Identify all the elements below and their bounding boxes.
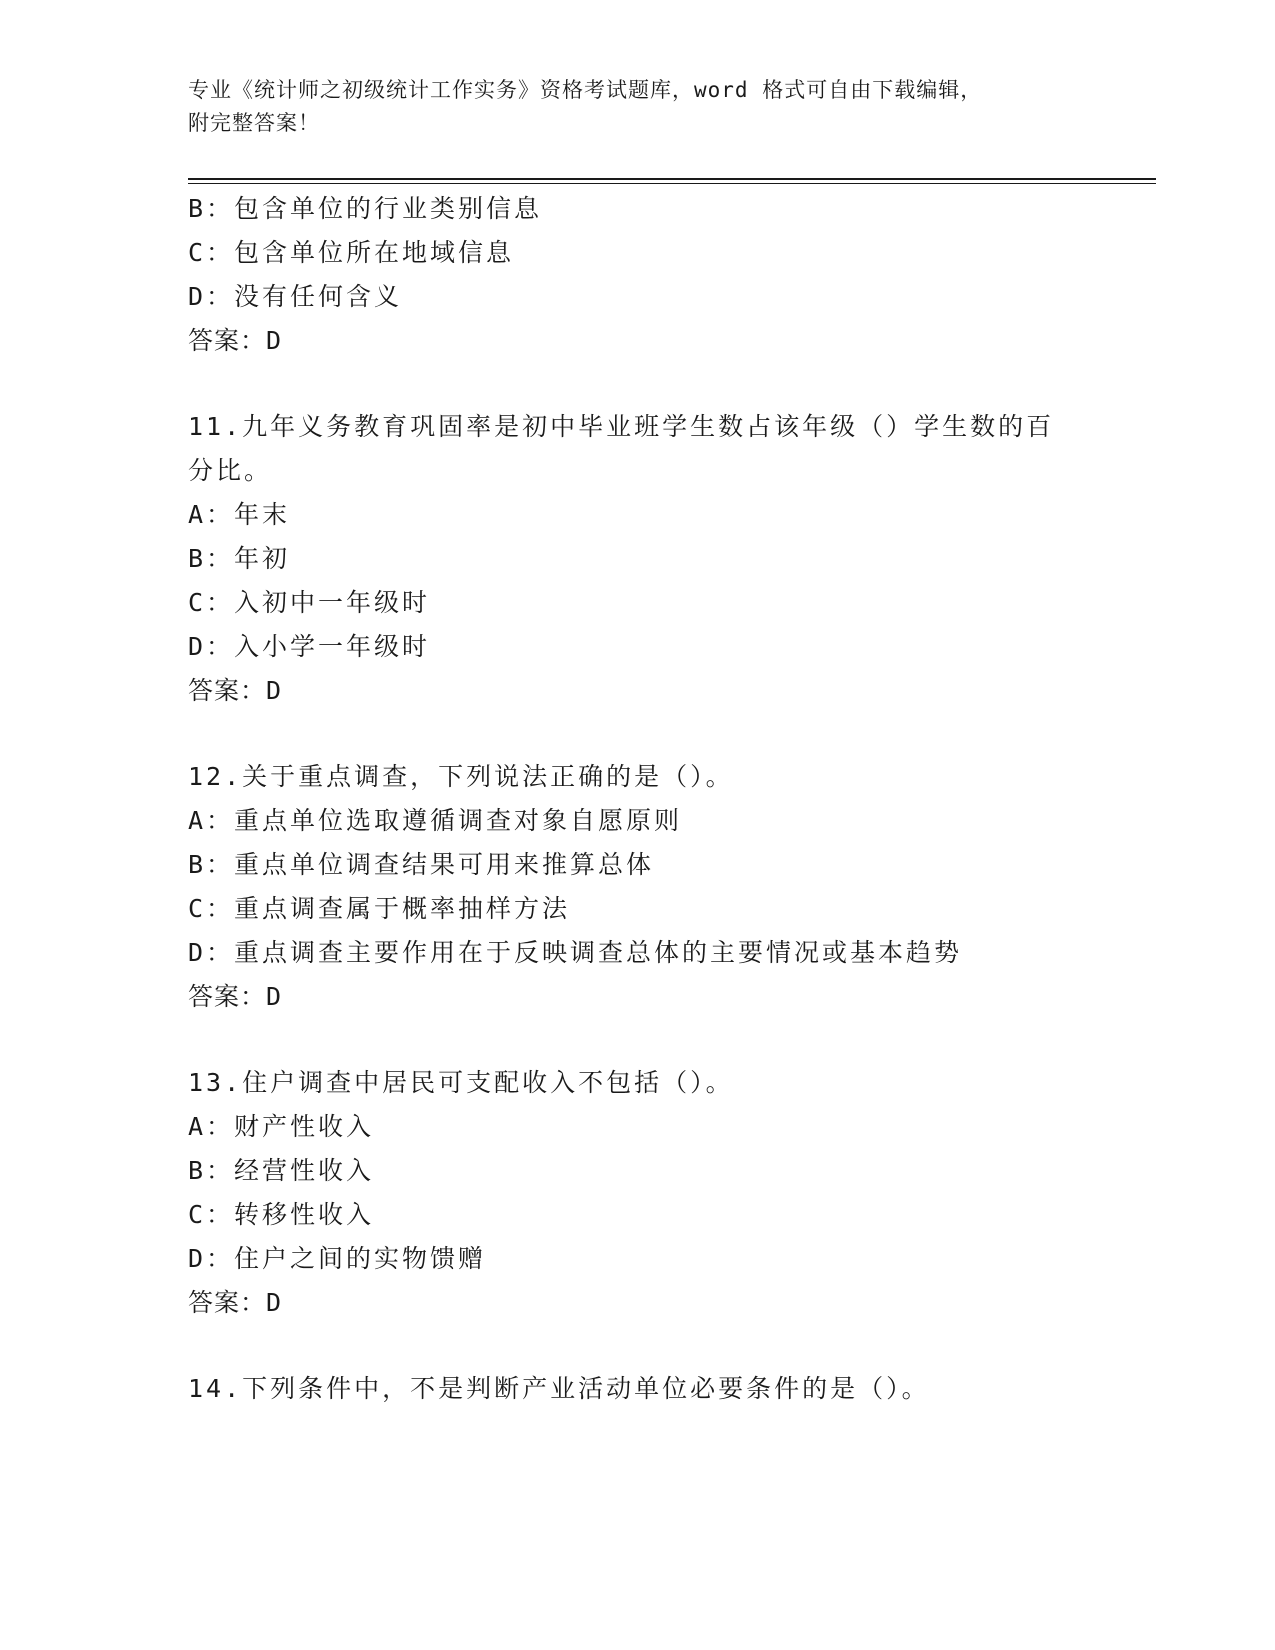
q13-option-d: D：住户之间的实物馈赠 [188,1244,487,1273]
q13-option-a: A：财产性收入 [188,1112,375,1141]
header-divider-thick [188,178,1156,180]
header-line-1: 专业《统计师之初级统计工作实务》资格考试题库，word 格式可自由下载编辑， [188,78,983,102]
q11-option-d: D：入小学一年级时 [188,632,431,661]
q14-stem: 14.下列条件中，不是判断产业活动单位必要条件的是（）。 [188,1374,930,1403]
q10-option-c: C：包含单位所在地域信息 [188,238,515,267]
q12-option-b: B：重点单位调查结果可用来推算总体 [188,850,655,879]
q11-option-a: A：年末 [188,500,291,529]
header-line-2: 附完整答案！ [188,111,320,135]
q13-stem: 13.住户调查中居民可支配收入不包括（）。 [188,1068,734,1097]
q13-option-c: C：转移性收入 [188,1200,375,1229]
document-header [188,74,1088,140]
q10-option-d: D：没有任何含义 [188,282,403,311]
q11-stem-line-2: 分比。 [188,456,273,485]
q12-option-a: A：重点单位选取遵循调查对象自愿原则 [188,806,683,835]
q13-option-b: B：经营性收入 [188,1156,375,1185]
q10-answer: 答案：D [188,326,283,355]
q12-answer: 答案：D [188,982,283,1011]
q12-option-c: C：重点调查属于概率抽样方法 [188,894,571,923]
q11-option-c: C：入初中一年级时 [188,588,431,617]
q11-answer: 答案：D [188,676,283,705]
q10-option-b: B：包含单位的行业类别信息 [188,194,543,223]
q12-stem: 12.关于重点调查，下列说法正确的是（）。 [188,762,734,791]
q12-option-d: D：重点调查主要作用在于反映调查总体的主要情况或基本趋势 [188,938,963,967]
q11-stem-line-1: 11.九年义务教育巩固率是初中毕业班学生数占该年级（）学生数的百 [188,412,1055,441]
q11-option-b: B：年初 [188,544,291,573]
q13-answer: 答案：D [188,1288,283,1317]
header-divider-thin [188,183,1156,184]
